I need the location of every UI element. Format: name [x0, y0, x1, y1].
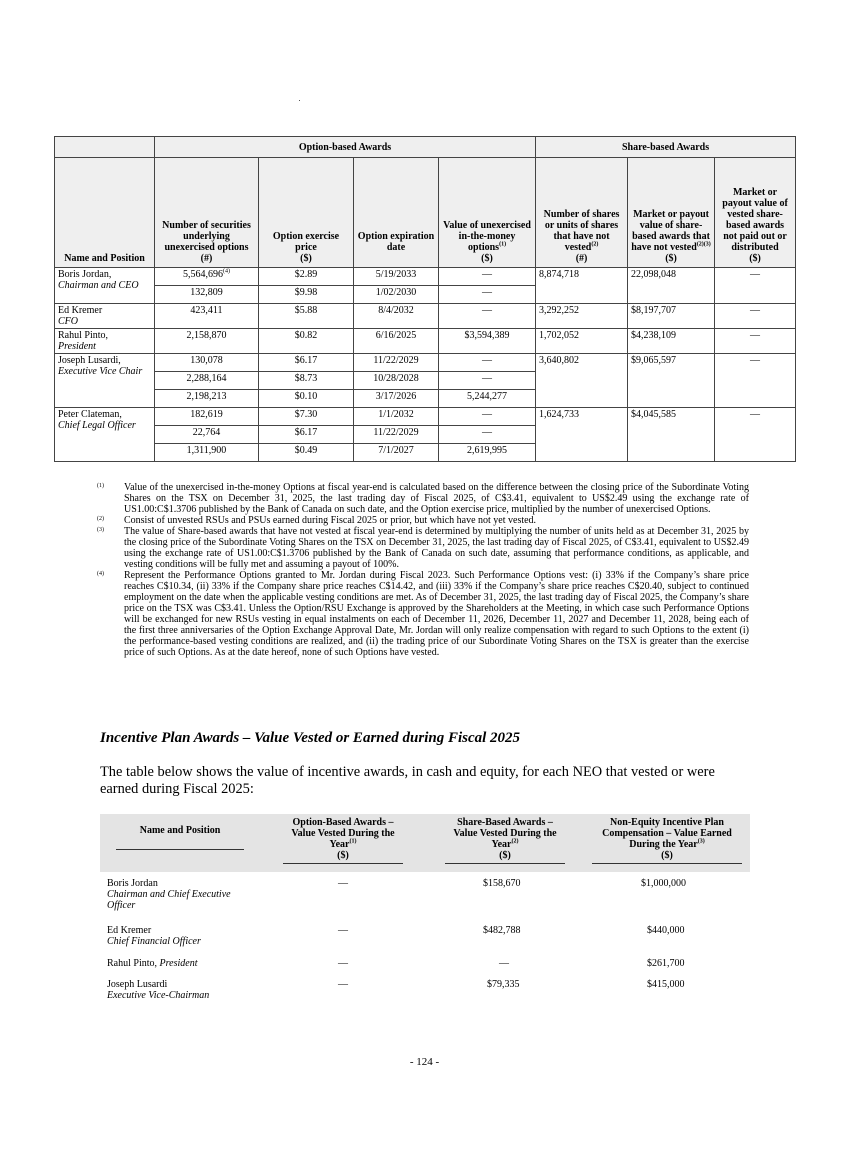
num-cell: 2,198,213 [155, 390, 259, 408]
num-cell: 5,564,696$^{(4)}$ [155, 268, 259, 286]
footnote-text: The value of Share-based awards that have not vested at fiscal year-end is determined by multiplying the number of units held as at December 31, 2025 by the closing price of the Subordinate Voting Shares on the TSX on December 31, 2025, the last trading day of Fiscal 2025, of C$3.41, equivalent to US$2.49 using the exchange rate of US1.00:C$1.3706 published by the Bank of Canada on such date, assuming that performance conditions, as applicable, and vesting conditions will be fully met and assuming a payout of 100%. [124, 526, 749, 570]
vested-cell: — [715, 354, 796, 408]
exp-cell: 11/22/2029 [354, 354, 439, 372]
table-row [55, 329, 796, 354]
price-cell: $0.49 [259, 444, 354, 462]
header-blank [55, 137, 155, 158]
stray-dot [299, 100, 300, 101]
unvested-cell: 1,702,052 [536, 329, 628, 354]
market-cell: $8,197,707 [628, 304, 715, 329]
market-cell: 22,098,048 [628, 268, 715, 304]
col-exercise-price-header: Option exercise price ($) [259, 158, 354, 268]
option-cell: — [338, 979, 348, 990]
exp-cell: 7/1/2027 [354, 444, 439, 462]
option-based-awards-header: Option-based Awards [155, 137, 536, 158]
price-cell: $2.89 [259, 268, 354, 286]
col-share-header: Share-Based Awards – Value Vested During the Year$^{(2)}$ ($) [445, 817, 565, 861]
nonequity-cell: $415,000 [647, 979, 685, 990]
footnote-marker: (4) [97, 571, 104, 577]
num-cell: 2,288,164 [155, 372, 259, 390]
table-row [100, 925, 750, 956]
price-cell: $0.10 [259, 390, 354, 408]
footnote-marker: (3) [97, 527, 104, 533]
footnote-4 [97, 570, 749, 658]
name-cell: Ed Kremer CFO [55, 304, 155, 329]
value-cell: — [439, 426, 536, 444]
name-cell: Joseph Lusardi, Executive Vice Chair [55, 354, 155, 408]
num-cell: 22,764 [155, 426, 259, 444]
col-nonequity-header: Non-Equity Incentive Plan Compensation – Value Earned During the Year$^{(3)}$ ($) [592, 817, 742, 861]
option-cell: — [338, 958, 348, 969]
market-cell: $4,045,585 [628, 408, 715, 462]
vested-cell: — [715, 268, 796, 304]
price-cell: $9.98 [259, 286, 354, 304]
col-num-unvested-header: Number of shares or units of shares that have not vested$^{(2)}$ (#) [536, 158, 628, 268]
num-cell: 2,158,870 [155, 329, 259, 354]
option-cell: — [338, 878, 348, 889]
exp-cell: 6/16/2025 [354, 329, 439, 354]
unvested-cell: 3,640,802 [536, 354, 628, 408]
value-cell: 5,244,277 [439, 390, 536, 408]
col-expiration-header: Option expiration date [354, 158, 439, 268]
unvested-cell: 3,292,252 [536, 304, 628, 329]
name-cell: Ed Kremer Chief Financial Officer [107, 925, 201, 947]
value-cell: — [439, 286, 536, 304]
exp-cell: 1/02/2030 [354, 286, 439, 304]
table-row [55, 268, 796, 286]
num-cell: 423,411 [155, 304, 259, 329]
value-cell: — [439, 372, 536, 390]
num-cell: 130,078 [155, 354, 259, 372]
name-cell: Peter Clateman, Chief Legal Officer [55, 408, 155, 462]
num-cell: 132,809 [155, 286, 259, 304]
value-cell: — [439, 304, 536, 329]
col-name-header: Name and Position [116, 825, 244, 836]
name-cell: Joseph Lusardi Executive Vice-Chairman [107, 979, 210, 1001]
value-cell: — [439, 408, 536, 426]
exp-cell: 5/19/2033 [354, 268, 439, 286]
nonequity-cell: $1,000,000 [641, 878, 686, 889]
price-cell: $0.82 [259, 329, 354, 354]
share-cell: $158,670 [483, 878, 521, 889]
value-cell: — [439, 354, 536, 372]
col-num-securities-header: Number of securities underlying unexercised options (#) [155, 158, 259, 268]
exp-cell: 11/22/2029 [354, 426, 439, 444]
unvested-cell: 8,874,718 [536, 268, 628, 304]
market-cell: $9,065,597 [628, 354, 715, 408]
value-cell: 2,619,995 [439, 444, 536, 462]
col-value-unexercised-header: Value of unexercised in-the-money options$^{(1)}$ ($) [439, 158, 536, 268]
col-option-header: Option-Based Awards – Value Vested During the Year$^{(1)}$ ($) [283, 817, 403, 861]
name-cell: Rahul Pinto, President [55, 329, 155, 354]
footnote-1 [97, 482, 749, 515]
price-cell: $6.17 [259, 426, 354, 444]
vested-cell: — [715, 408, 796, 462]
market-cell: $4,238,109 [628, 329, 715, 354]
value-vested-table [100, 814, 750, 1009]
share-cell: $482,788 [483, 925, 521, 936]
share-based-awards-header: Share-based Awards [536, 137, 796, 158]
unvested-cell: 1,624,733 [536, 408, 628, 462]
footnote-marker: (2) [97, 516, 104, 522]
col-name-header: Name and Position [55, 158, 155, 268]
num-cell: 1,311,900 [155, 444, 259, 462]
footnote-2 [97, 515, 749, 526]
footnote-3 [97, 526, 749, 570]
outstanding-awards-table [54, 136, 796, 462]
nonequity-cell: $440,000 [647, 925, 685, 936]
vested-cell: — [715, 304, 796, 329]
col-market-vested-header: Market or payout value of vested share-based awards not paid out or distributed ($) [715, 158, 796, 268]
value-cell: — [439, 268, 536, 286]
name-cell: Rahul Pinto, President [107, 958, 198, 969]
table-row [100, 878, 750, 922]
exp-cell: 10/28/2028 [354, 372, 439, 390]
nonequity-cell: $261,700 [647, 958, 685, 969]
name-cell: Boris Jordan Chairman and Chief Executive Officer [107, 878, 231, 911]
share-cell: $79,335 [487, 979, 520, 990]
exp-cell: 1/1/2032 [354, 408, 439, 426]
price-cell: $7.30 [259, 408, 354, 426]
table-row [100, 958, 750, 978]
footnotes [97, 482, 749, 658]
exp-cell: 8/4/2032 [354, 304, 439, 329]
share-cell: — [499, 958, 509, 969]
section-heading: Incentive Plan Awards – Value Vested or Earned during Fiscal 2025 [100, 730, 521, 746]
table-row [55, 304, 796, 329]
table-row [55, 354, 796, 372]
section-intro: The table below shows the value of incentive awards, in cash and equity, for each NEO that vested or were earned during Fiscal 2025: [100, 764, 715, 797]
table-header [100, 814, 750, 872]
vested-cell: — [715, 329, 796, 354]
name-cell: Boris Jordan, Chairman and CEO [55, 268, 155, 304]
footnote-marker: (1) [97, 483, 104, 489]
footnote-text: Represent the Performance Options granted to Mr. Jordan during Fiscal 2023. Such Performance Options vest: (i) 33% if the Company’s share price reaches C$10.34, (ii) 33% if the Company share price reaches C$14.42, and (iii) 33% if the Company’s share price reaches C$20.40, subject to continued employment on the date when the applicable vesting conditions are met. As of December 31, 2025, the last trading day of Fiscal 2025, the Company’s share price on the TSX was C$3.41. Unless the Option/RSU Exchange is approved by the Shareholders at the Meeting, in which case such Performance Options will be exchanged for new RSUs vesting in equal instalments on each of December 11, 2026, December 11, 2027 and December 11, 2028, being each of the first three anniversaries of the Option Exchange Approval Date, Mr. Jordan will only realize compensation with regard to such Options to the extent (i) the performance-based vesting conditions are realized, and (ii) the trading price of our Subordinate Voting Shares on the TSX is greater than the exercise price of such Options. As at the date hereof, none of such Options have vested. [124, 570, 749, 658]
table-row [100, 979, 750, 1009]
exp-cell: 3/17/2026 [354, 390, 439, 408]
price-cell: $8.73 [259, 372, 354, 390]
num-cell: 182,619 [155, 408, 259, 426]
footnote-text: Value of the unexercised in-the-money Options at fiscal year-end is calculated based on the difference between the closing price of the Subordinate Voting Shares on the TSX on December 31, 2025, the last trading day of Fiscal 2025, of C$3.41, equivalent to US$2.49 using the exchange rate of US1.00:C$1.3706 published by the Bank of Canada on such date, and the Option exercise price, multiplied by the number of unexercised Options. [124, 482, 749, 515]
value-cell: $3,594,389 [439, 329, 536, 354]
col-market-unvested-header: Market or payout value of share-based awards that have not vested$^{(2)(3)}$ ($) [628, 158, 715, 268]
option-cell: — [338, 925, 348, 936]
page-number: - 124 - [409, 1056, 440, 1068]
price-cell: $5.88 [259, 304, 354, 329]
table-row [55, 408, 796, 426]
footnote-text: Consist of unvested RSUs and PSUs earned during Fiscal 2025 or prior, but which have not yet vested. [124, 515, 537, 526]
price-cell: $6.17 [259, 354, 354, 372]
